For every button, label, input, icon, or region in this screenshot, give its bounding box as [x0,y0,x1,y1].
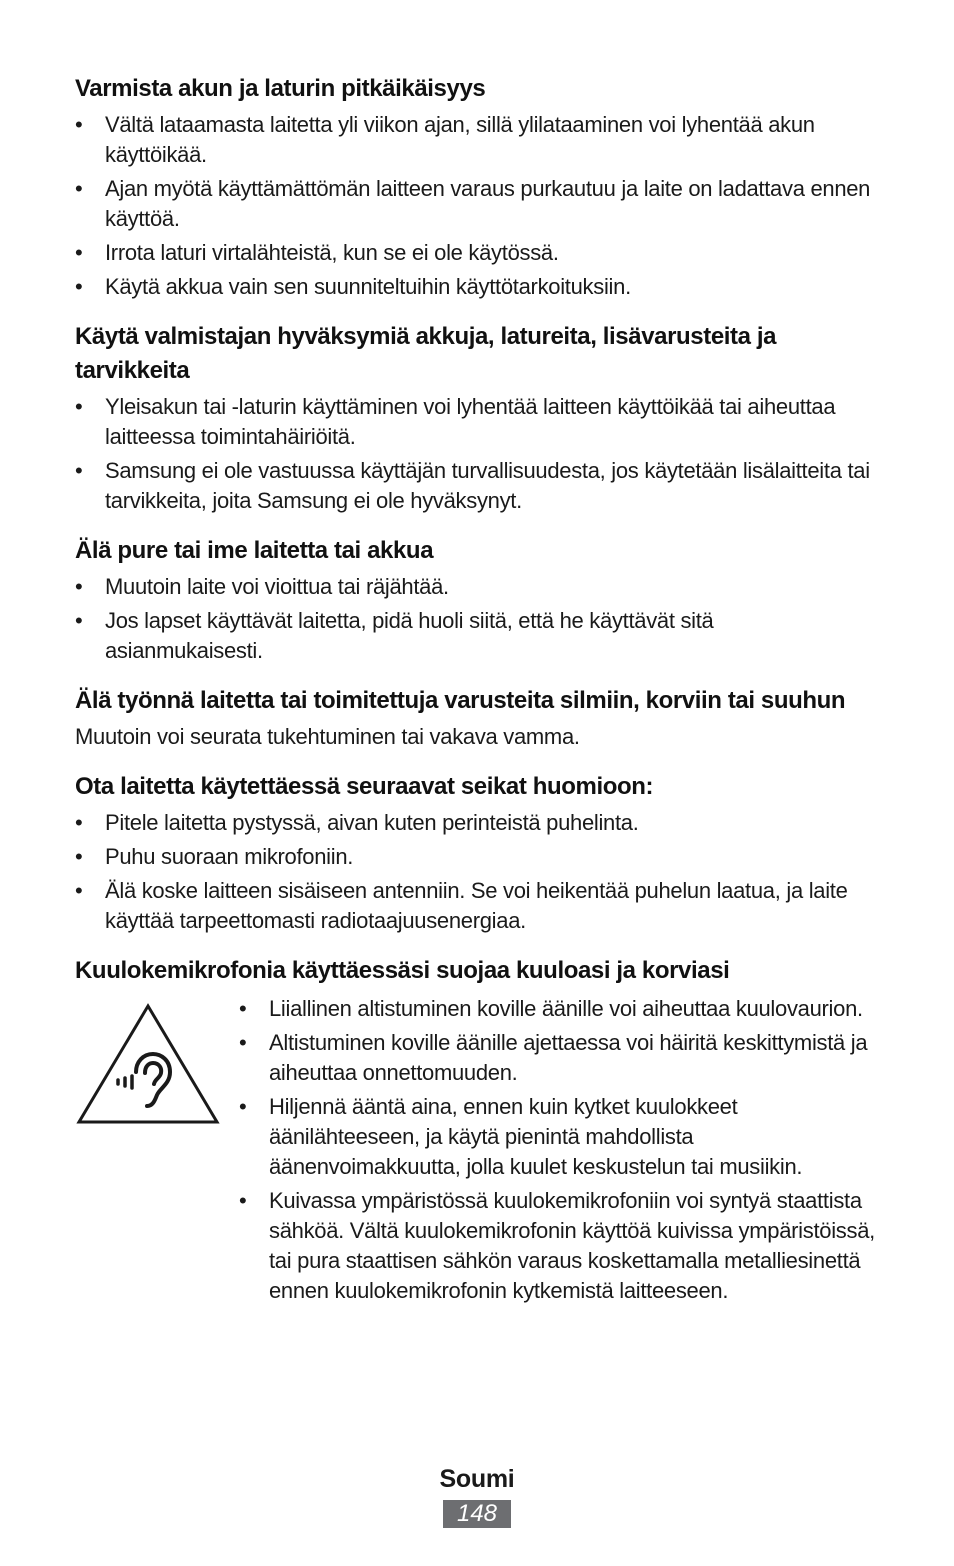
list-item [75,174,875,234]
section-heading: Varmista akun ja laturin pitkäikäisyys [75,75,486,102]
list-item-text: Vältä lataamasta laitetta yli viikon ajan, sillä ylilataaminen voi lyhentää akun käyttöikää. [105,112,815,167]
list-item [239,1092,875,1182]
list-item-text: Hiljennä ääntä aina, ennen kuin kytket kuulokkeet äänilähteeseen, ja käytä pienintä mahdollista äänenvoimakkuutta, jolla kuulet keskustelun tai musiikin. [269,1094,803,1179]
bullet-list [75,392,875,516]
list-item [75,572,875,602]
section-heading: Älä pure tai ime laitetta tai akkua [75,537,434,564]
section-do-not-bite [75,534,875,666]
bullet-icon: • [239,1094,247,1119]
section-approved-accessories [75,320,875,516]
bullet-icon: • [75,608,83,633]
list-item [239,1028,875,1088]
bullet-icon: • [75,240,83,265]
bullet-list [75,110,875,302]
list-item-text: Irrota laturi virtalähteistä, kun se ei ole käytössä. [105,240,559,265]
bullet-icon: • [239,1188,247,1213]
section-hearing-protection [75,954,875,1306]
bullet-icon: • [239,1030,247,1055]
hearing-warning-row [75,990,875,1306]
list-item [239,994,875,1024]
page-footer [0,1462,954,1528]
list-item-text: Käytä akkua vain sen suunniteltuihin käyttötarkoituksiin. [105,274,631,299]
list-item [75,110,875,170]
bullet-icon: • [75,458,83,483]
bullet-icon: • [75,878,83,903]
section-device-usage [75,770,875,936]
section-heading: Kuulokemikrofonia käyttäessäsi suojaa kuuloasi ja korviasi [75,957,730,984]
section-heading: Älä työnnä laitetta tai toimitettuja varusteita silmiin, korviin tai suuhun [75,687,846,714]
section-heading: Käytä valmistajan hyväksymiä akkuja, latureita, lisävarusteita ja tarvikkeita [75,323,777,384]
list-item-text: Älä koske laitteen sisäiseen antenniin. Se voi heikentää puhelun laatua, ja laite käyttää tarpeettomasti radiotaajuusenergiaa. [105,878,848,933]
bullet-icon: • [75,112,83,137]
list-item-text: Kuivassa ympäristössä kuulokemikrofoniin voi syntyä staattista sähköä. Vältä kuulokemikrofonin käyttöä kuivissa ympäristöissä, tai pura staattisen sähkön varaus koskettamalla metalliesinettä ennen kuulokemikrofonin kytkemistä laitteeseen. [269,1188,875,1303]
list-item [75,238,875,268]
hearing-warning-icon [75,990,239,1130]
list-item [239,1186,875,1306]
bullet-icon: • [75,810,83,835]
section-do-not-insert [75,684,875,752]
bullet-icon: • [75,394,83,419]
list-item-text: Ajan myötä käyttämättömän laitteen varaus purkautuu ja laite on ladattava ennen käyttöä. [105,176,871,231]
list-item-text: Liiallinen altistuminen koville äänille voi aiheuttaa kuulovaurion. [269,996,863,1021]
bullet-icon: • [75,574,83,599]
bullet-icon: • [75,844,83,869]
list-item [75,392,875,452]
bullet-list [75,572,875,666]
manual-page [75,72,875,1324]
list-item [75,606,875,666]
list-item-text: Yleisakun tai -laturin käyttäminen voi lyhentää laitteen käyttöikää tai aiheuttaa laitteessa toimintahäiriöitä. [105,394,836,449]
list-item-text: Altistuminen koville äänille ajettaessa voi häiritä keskittymistä ja aiheuttaa onnettomuuden. [269,1030,868,1085]
bullet-list [239,994,875,1306]
list-item [75,456,875,516]
list-item [75,272,875,302]
section-paragraph: Muutoin voi seurata tukehtuminen tai vakava vamma. [75,724,580,749]
section-heading: Ota laitetta käytettäessä seuraavat seikat huomioon: [75,773,654,800]
bullet-icon: • [239,996,247,1021]
list-item-text: Pitele laitetta pystyssä, aivan kuten perinteistä puhelinta. [105,810,639,835]
hearing-warning-icon-graphic [75,1002,221,1126]
bullet-icon: • [75,274,83,299]
section-battery-longevity [75,72,875,302]
hearing-bullets [239,990,875,1306]
bullet-list [75,808,875,936]
list-item [75,842,875,872]
list-item-text: Samsung ei ole vastuussa käyttäjän turvallisuudesta, jos käytetään lisälaitteita tai tarvikkeita, joita Samsung ei ole hyväksynyt. [105,458,870,513]
bullet-icon: • [75,176,83,201]
list-item-text: Muutoin laite voi vioittua tai räjähtää. [105,574,449,599]
list-item-text: Puhu suoraan mikrofoniin. [105,844,354,869]
list-item [75,876,875,936]
list-item-text: Jos lapset käyttävät laitetta, pidä huoli siitä, että he käyttävät sitä asianmukaisesti. [105,608,714,663]
list-item [75,808,875,838]
footer-language: Soumi [439,1465,515,1493]
page-number: 148 [443,1500,511,1528]
